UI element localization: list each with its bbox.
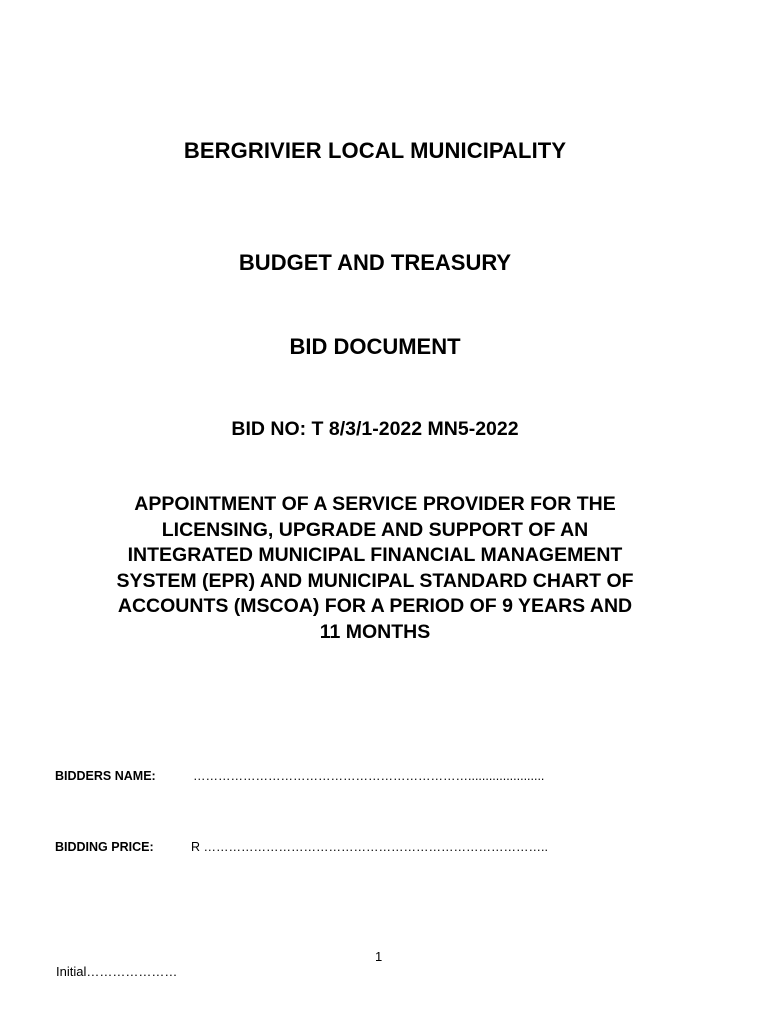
document-type-title: BID DOCUMENT bbox=[289, 334, 461, 359]
bid-description-line: LICENSING, UPGRADE AND SUPPORT OF AN bbox=[161, 518, 589, 541]
bid-number: BID NO: T 8/3/1-2022 MN5-2022 bbox=[231, 418, 519, 440]
bid-description-line: SYSTEM (EPR) AND MUNICIPAL STANDARD CHART OF bbox=[116, 569, 634, 592]
organization-title: BERGRIVIER LOCAL MUNICIPALITY bbox=[183, 138, 567, 163]
bid-description-line: INTEGRATED MUNICIPAL FINANCIAL MANAGEMENT bbox=[127, 544, 623, 566]
bid-description-line: APPOINTMENT OF A SERVICE PROVIDER FOR THE bbox=[134, 493, 616, 515]
bidding-price-label: BIDDING PRICE: bbox=[55, 840, 154, 854]
bid-description-line: 11 MONTHS bbox=[319, 620, 431, 643]
bidders-name-label: BIDDERS NAME: bbox=[55, 769, 156, 783]
bidding-price-field[interactable]: R ……………………………………………………………………….. bbox=[191, 840, 548, 854]
bid-description bbox=[55, 492, 695, 645]
bidders-name-row bbox=[55, 769, 544, 783]
department-title: BUDGET AND TREASURY bbox=[238, 250, 512, 275]
bidding-price-row bbox=[55, 840, 548, 854]
initial-field[interactable]: Initial………………… bbox=[56, 964, 178, 979]
bidders-name-field[interactable]: …………………………………………………………...................... bbox=[193, 769, 545, 783]
bid-description-line: ACCOUNTS (MSCOA) FOR A PERIOD OF 9 YEARS AND bbox=[117, 595, 633, 617]
page-number: 1 bbox=[375, 949, 383, 964]
